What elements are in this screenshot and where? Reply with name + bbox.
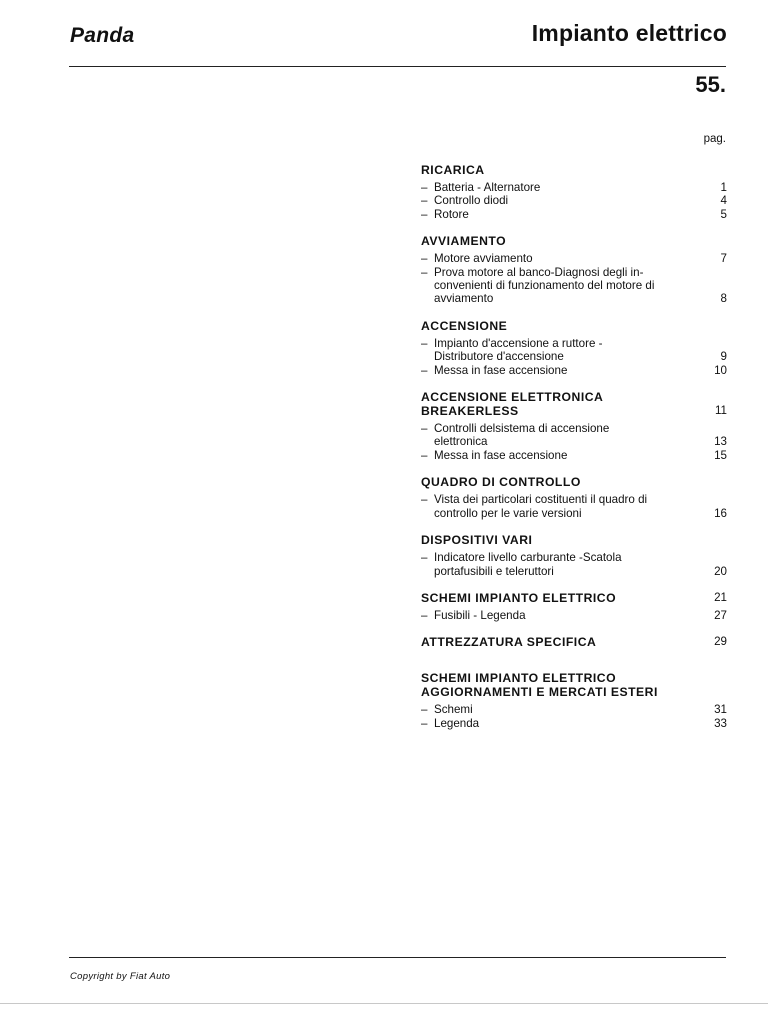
toc-section <box>421 591 727 622</box>
toc-item <box>421 337 727 364</box>
dash: – <box>421 551 428 565</box>
toc-section <box>421 319 727 377</box>
toc-heading: QUADRO DI CONTROLLO <box>421 475 581 490</box>
toc-item <box>421 703 727 716</box>
toc-heading: ATTREZZATURA SPECIFICA <box>421 635 597 650</box>
toc-item-text: Controlli delsistema di accensione elettronica <box>434 422 610 449</box>
toc-section <box>421 533 727 578</box>
dash: – <box>421 363 428 377</box>
toc-heading: ACCENSIONE <box>421 318 508 333</box>
toc-item-page: 16 <box>714 506 727 520</box>
toc-item-text: Fusibili - Legenda <box>434 608 526 622</box>
toc-item <box>421 609 727 622</box>
toc-item <box>421 252 727 265</box>
toc-item-page: 27 <box>714 608 727 622</box>
toc-item-text: Vista dei particolari costituenti il quadro di controllo per le varie versioni <box>434 493 648 520</box>
toc-item-page: 5 <box>720 207 727 221</box>
toc-item-text: Indicatore livello carburante -Scatola portafusibili e teleruttori <box>434 551 622 578</box>
section-title: Impianto elettrico <box>531 20 727 46</box>
toc-item <box>421 717 727 730</box>
toc-item <box>421 422 727 449</box>
toc-item-page: 33 <box>714 716 727 730</box>
toc-heading-row <box>421 635 727 649</box>
toc-heading-row <box>421 234 727 248</box>
toc-section <box>421 671 727 730</box>
toc-item-page: 31 <box>714 703 727 717</box>
toc-item <box>421 266 727 306</box>
toc-item-page: 7 <box>720 252 727 266</box>
toc-item-text: Controllo diodi <box>434 194 509 208</box>
toc-item-page: 8 <box>720 292 727 306</box>
toc-heading-row <box>421 163 727 177</box>
toc-item <box>421 551 727 578</box>
toc-item-text: Messa in fase accensione <box>434 363 568 377</box>
toc-item-text: Schemi <box>434 703 473 717</box>
dash: – <box>421 448 428 462</box>
toc-item-text: Legenda <box>434 716 480 730</box>
toc-item <box>421 181 727 194</box>
table-of-contents <box>421 163 727 743</box>
toc-item <box>421 493 727 520</box>
dash: – <box>421 265 428 279</box>
toc-item-text: Messa in fase accensione <box>434 448 568 462</box>
toc-item-page: 13 <box>714 435 727 449</box>
dash: – <box>421 181 428 194</box>
toc-heading: SCHEMI IMPIANTO ELETTRICO <box>421 590 617 605</box>
footer-rule <box>69 957 726 958</box>
toc-heading: AVVIAMENTO <box>421 234 507 249</box>
toc-item-text: Rotore <box>434 207 469 221</box>
toc-section <box>421 163 727 221</box>
toc-item-page: 10 <box>714 363 727 377</box>
toc-item-page: 1 <box>720 181 727 194</box>
toc-section <box>421 234 727 306</box>
toc-heading-row <box>421 390 727 418</box>
toc-item-page: 20 <box>714 564 727 578</box>
toc-heading: SCHEMI IMPIANTO ELETTRICO AGGIORNAMENTI E MERCATI ESTERI <box>421 671 658 700</box>
toc-heading-row <box>421 671 727 699</box>
toc-item-text: Batteria - Alternatore <box>434 181 541 194</box>
toc-heading-page: 21 <box>714 590 727 604</box>
toc-item-text: Prova motore al banco-Diagnosi degli in- convenienti di funzionamento del motore di avviamento <box>434 265 655 306</box>
toc-item-page: 9 <box>720 350 727 364</box>
toc-item <box>421 364 727 377</box>
toc-section <box>421 390 727 462</box>
toc-section <box>421 635 727 649</box>
dash: – <box>421 252 428 266</box>
dash: – <box>421 703 428 717</box>
toc-item <box>421 208 727 221</box>
toc-heading: ACCENSIONE ELETTRONICA BREAKERLESS <box>421 390 604 419</box>
chapter-number: 55. <box>695 72 726 97</box>
dash: – <box>421 608 428 622</box>
dash: – <box>421 194 428 208</box>
dash: – <box>421 422 428 436</box>
toc-heading: RICARICA <box>421 163 485 177</box>
dash: – <box>421 716 428 730</box>
toc-heading: DISPOSITIVI VARI <box>421 533 533 548</box>
model-name: Panda <box>70 24 135 47</box>
toc-heading-row <box>421 319 727 333</box>
dash: – <box>421 493 428 507</box>
toc-item-text: Motore avviamento <box>434 252 533 266</box>
toc-heading-row <box>421 533 727 547</box>
dash: – <box>421 207 428 221</box>
page-column-label: pag. <box>703 133 726 145</box>
toc-heading-row <box>421 591 727 605</box>
copyright-notice: Copyright by Fiat Auto <box>70 971 171 982</box>
toc-item <box>421 449 727 462</box>
toc-item-page: 15 <box>714 448 727 462</box>
toc-heading-row <box>421 475 727 489</box>
toc-heading-page: 11 <box>714 404 727 418</box>
dash: – <box>421 336 428 350</box>
toc-section <box>421 475 727 520</box>
toc-item-page: 4 <box>720 194 727 208</box>
page-edge-rule <box>0 1003 768 1004</box>
toc-heading-page: 29 <box>714 635 727 649</box>
toc-item-text: Impianto d'accensione a ruttore - Distributore d'accensione <box>434 336 603 364</box>
header-rule <box>69 66 726 67</box>
toc-item <box>421 194 727 207</box>
